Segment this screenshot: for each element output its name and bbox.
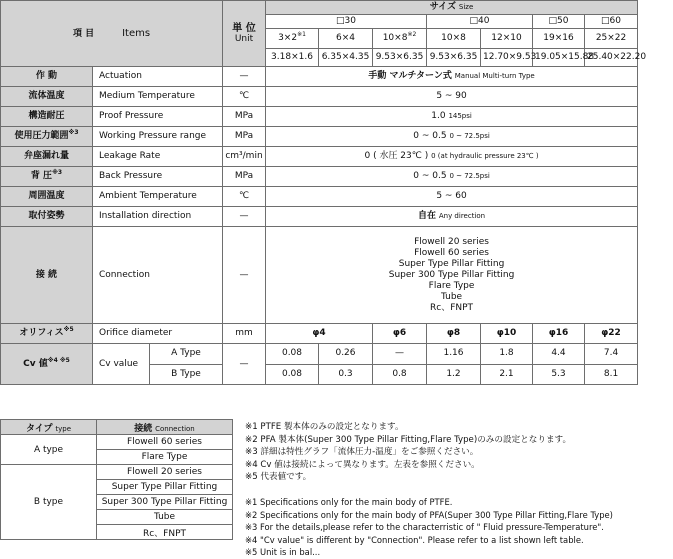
- connection-item: Flare Type: [428, 280, 475, 291]
- row-unit: mm: [223, 324, 266, 344]
- cv-label-cell: [93, 344, 223, 385]
- note-line: ※4 Cv 値は接続によって異なります。左表を参照ください。: [245, 459, 480, 470]
- type-b-item: Flowell 20 series: [97, 465, 233, 480]
- size-dims: 25.40×22.20: [585, 49, 638, 67]
- row-value: 0 ~ 0.5 0 ~ 72.5psi: [266, 127, 638, 147]
- note-line: ※1 Specifications only for the main body of PTFE.: [245, 497, 453, 507]
- type-b-item: Super Type Pillar Fitting: [97, 480, 233, 495]
- row-value: 5 ~ 90: [266, 87, 638, 107]
- row-label-jp: Cv 値$^{※4 ※5}$: [1, 344, 93, 385]
- row-value: 0 ( 水圧 23℃ ) 0 (at hydraulic pressure 23℃ ): [266, 147, 638, 167]
- size-cell: 19×16: [533, 29, 585, 49]
- cv-a-value: 0.08: [266, 344, 319, 365]
- orifice-value: φ10: [481, 324, 533, 344]
- note-line: ※2 Specifications only for the main body of PFA(Super 300 Type Pillar Fitting,Flare Type): [245, 509, 613, 520]
- size-cell: 25×22: [585, 29, 638, 49]
- row-unit: —: [223, 227, 266, 324]
- row-proof: [1, 107, 638, 127]
- row-unit: ℃: [223, 187, 266, 207]
- note-line: ※3 詳細は特性グラフ「流体圧力-温度」をご参照ください。: [245, 447, 479, 457]
- row-actuation: [1, 67, 638, 87]
- row-label-en: Cv value: [93, 344, 150, 384]
- row-unit: —: [223, 67, 266, 87]
- type-a-item: Flare Type: [97, 450, 233, 465]
- orifice-value: φ22: [585, 324, 638, 344]
- connection-list: [266, 227, 638, 324]
- size-dims: 9.53×6.35: [373, 49, 427, 67]
- connection-item: Rc、FNPT: [430, 302, 474, 313]
- cv-b-value: 2.1: [481, 364, 533, 385]
- row-label-jp: 作 動: [1, 67, 93, 87]
- orifice-value: φ16: [533, 324, 585, 344]
- row-label-jp: 背 圧$^{※3}$: [1, 167, 93, 187]
- size-dims: 9.53×6.35: [427, 49, 481, 67]
- row-label-en: Proof Pressure: [93, 107, 223, 127]
- type-header: タイプ type: [1, 420, 97, 435]
- size-group-50: □50: [533, 15, 585, 29]
- row-label-en: Back Pressure: [93, 167, 223, 187]
- connection-header: 接続 Connection: [97, 420, 233, 435]
- cv-b-label: B Type: [171, 368, 201, 379]
- cv-a-value: 1.16: [427, 344, 481, 365]
- row-label-jp: 使用圧力範囲$^{※3}$: [1, 127, 93, 147]
- row-label-en: Actuation: [93, 67, 223, 87]
- size-group-40: □40: [427, 15, 533, 29]
- size-dims: 12.70×9.53: [481, 49, 533, 67]
- row-label-jp: 周囲温度: [1, 187, 93, 207]
- type-b-label: B type: [1, 465, 97, 540]
- row-back: [1, 167, 638, 187]
- size-cell: 12×10: [481, 29, 533, 49]
- row-value: 0 ~ 0.5 0 ~ 72.5psi: [266, 167, 638, 187]
- cv-a-value: 1.8: [481, 344, 533, 365]
- row-label-jp: 弁座漏れ量: [1, 147, 93, 167]
- row-medium: [1, 87, 638, 107]
- size-dims: 19.05×15.88: [533, 49, 585, 67]
- row-label-jp: 構造耐圧: [1, 107, 93, 127]
- size-cell: $10\times 8^{※2}$: [373, 29, 427, 49]
- row-unit: —: [223, 207, 266, 227]
- row-unit: MPa: [223, 127, 266, 147]
- orifice-value: φ8: [427, 324, 481, 344]
- type-table: [0, 419, 233, 540]
- row-value: 5 ~ 60: [266, 187, 638, 207]
- cv-b-value: 5.3: [533, 364, 585, 385]
- size-dims: 6.35×4.35: [319, 49, 373, 67]
- row-label-en: Leakage Rate: [93, 147, 223, 167]
- row-cv-a: [1, 344, 638, 365]
- cv-a-label: A Type: [150, 344, 223, 364]
- unit-header: 単 位 Unit: [223, 1, 266, 67]
- size-cell: $3\times 2^{※1}$: [266, 29, 319, 49]
- row-value: 1.0 145psi: [266, 107, 638, 127]
- orifice-value: φ4: [266, 324, 373, 344]
- row-label-jp: 流体温度: [1, 87, 93, 107]
- size-header: サイズ Size: [266, 1, 638, 15]
- cv-b-value: 0.8: [373, 364, 427, 385]
- cv-a-value: 7.4: [585, 344, 638, 365]
- row-leak: [1, 147, 638, 167]
- notes-japanese: [245, 421, 571, 484]
- note-line: ※1 PTFE 製本体のみの設定となります。: [245, 422, 404, 432]
- type-b-item: Tube: [97, 510, 233, 525]
- cv-a-value: 4.4: [533, 344, 585, 365]
- size-group-30: □30: [266, 15, 427, 29]
- row-value: 手動 マルチターン式 Manual Multi-turn Type: [266, 67, 638, 87]
- row-unit: MPa: [223, 107, 266, 127]
- row-label-jp: 取付姿勢: [1, 207, 93, 227]
- row-ambient: [1, 187, 638, 207]
- note-line: ※4 "Cv value" is different by "Connection". Please refer to a list shown left table.: [245, 534, 584, 545]
- cv-a-value: —: [373, 344, 427, 365]
- row-label-en: Orifice diameter: [93, 324, 223, 344]
- orifice-value: φ6: [373, 324, 427, 344]
- cv-a-value: 0.26: [319, 344, 373, 365]
- cv-b-value: 0.08: [266, 364, 319, 385]
- cv-b-value: 8.1: [585, 364, 638, 385]
- connection-item: Tube: [440, 291, 463, 302]
- row-label-en: Medium Temperature: [93, 87, 223, 107]
- note-line: ※5 代表値です。: [245, 472, 312, 482]
- row-connection: [1, 227, 638, 324]
- connection-item: Super 300 Type Pillar Fitting: [388, 269, 515, 280]
- size-cell: 10×8: [427, 29, 481, 49]
- row-value: 自在 Any direction: [266, 207, 638, 227]
- note-line: ※3 For the details,please refer to the characterristic of " Fluid pressure-Temperature".: [245, 522, 604, 532]
- row-label-en: Ambient Temperature: [93, 187, 223, 207]
- row-unit: cm³/min: [223, 147, 266, 167]
- type-a-label: A type: [1, 435, 97, 465]
- row-unit: MPa: [223, 167, 266, 187]
- row-label-en: Connection: [93, 227, 223, 324]
- row-unit: ℃: [223, 87, 266, 107]
- row-working: [1, 127, 638, 147]
- cv-b-value: 1.2: [427, 364, 481, 385]
- row-label-en: Installation direction: [93, 207, 223, 227]
- size-dims: 3.18×1.6: [266, 49, 319, 67]
- row-orifice: [1, 324, 638, 344]
- row-label-jp: オリフィス$^{※5}$: [1, 324, 93, 344]
- items-header: 項 目 Items: [1, 1, 223, 67]
- row-label-jp: 接 続: [1, 227, 93, 324]
- note-line: ※5 Unit is in bal...: [245, 547, 321, 557]
- size-cell: 6×4: [319, 29, 373, 49]
- size-group-60: □60: [585, 15, 638, 29]
- type-a-item: Flowell 60 series: [97, 435, 233, 450]
- cv-b-value: 0.3: [319, 364, 373, 385]
- row-install: [1, 207, 638, 227]
- note-line: ※2 PFA 製本体(Super 300 Type Pillar Fitting,Flare Type)のみの設定となります。: [245, 434, 572, 445]
- type-b-item: Rc、FNPT: [97, 525, 233, 540]
- connection-item: Flowell 60 series: [414, 247, 489, 258]
- type-b-item: Super 300 Type Pillar Fitting: [97, 495, 233, 510]
- connection-item: Flowell 20 series: [414, 236, 489, 247]
- row-unit: —: [223, 344, 266, 385]
- connection-item: Super Type Pillar Fitting: [398, 258, 505, 269]
- row-label-en: Working Pressure range: [93, 127, 223, 147]
- notes-english: [245, 496, 613, 559]
